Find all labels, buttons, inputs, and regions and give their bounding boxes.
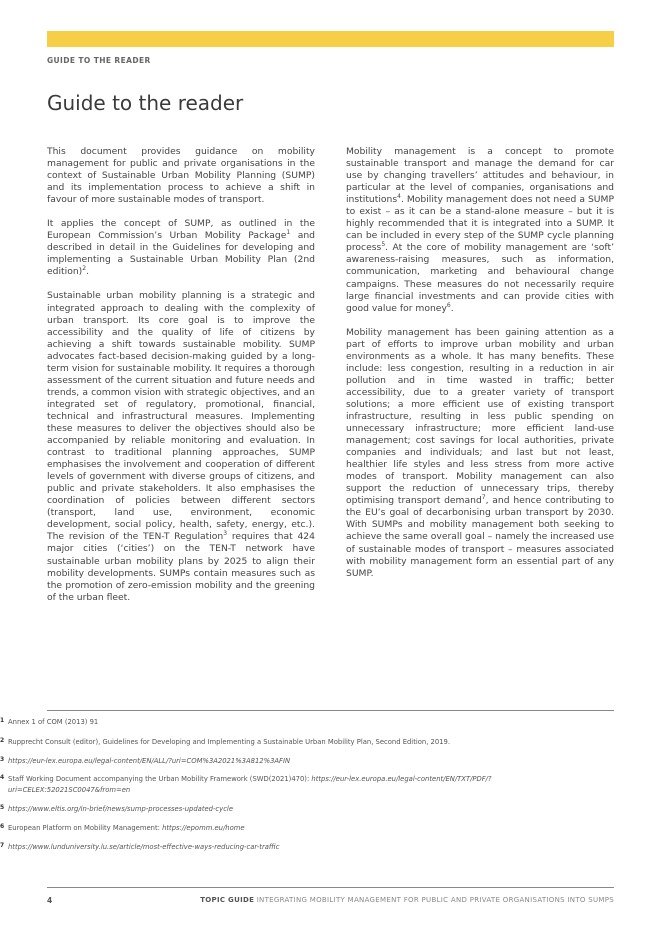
- footnote-ref[interactable]: 2: [82, 265, 87, 273]
- footnote-ref[interactable]: 5: [381, 241, 386, 249]
- paragraph: This document provides guidance on mobility management for public and private organisations in the context of Sustainable Urban Mobility Planning (SUMP) and its implementation process to achieve a shift in favour of more sustainable modes of transport.: [47, 146, 315, 206]
- footnote-link[interactable]: https://eur-lex.europa.eu/legal-content/EN/TXT/PDF/?uri=CELEX:52021SC0047&from=en: [8, 775, 492, 794]
- paragraph: Sustainable urban mobility planning is a strategic and integrated approach to dealing with the complexity of urban transport. Its core goal is to improve the accessibility and the quality of life of citizens by achieving a shift towards sustainable mobility. SUMP advocates fact-based decision-making guided by a long-term vision for sustainable mobility. It requires a thorough assessment of the current situation and future needs and trends, a common vision with strategic objectives, and an integrated set of regulatory, promotional, financial, technical and infrastructural measures. Implementing these measures to deliver the objectives should also be accompanied by reliable monitoring and evaluation. In contrast to traditional planning approaches, SUMP emphasises the involvement and cooperation of different levels of government with diverse groups of citizens, and public and private stakeholders. It also emphasises the coordination of policies between different sectors (transport, land use, environment, economic development, social policy, health, safety, energy, etc.). The revision of the TEN-T Regulation$^3$ requires that 424 major cities (‘cities’) on the TEN-T network have sustainable urban mobility plans by 2025 to align their mobility developments. SUMPs contain measures such as the promotion of zero-emission mobility and the greening of the urban fleet.: [47, 290, 315, 603]
- footnote-link[interactable]: https://www.lunduniversity.lu.se/article/most-effective-ways-reducing-car-traffic: [8, 843, 280, 851]
- footnote: 5 https://www.eltis.org/in-brief/news/sump-processes-updated-cycle: [0, 804, 567, 815]
- page-number: 4: [47, 896, 53, 905]
- section-label: GUIDE TO THE READER: [47, 56, 151, 65]
- footnote: 1 Annex 1 of COM (2013) 91: [0, 717, 99, 726]
- paragraph: Mobility management is a concept to promote sustainable transport and manage the demand for car use by changing travellers’ attitudes and behaviour, in particular at the level of companies, organisations and institutions$^4$. Mobility management does not need a SUMP to exist – as it can be a stand-alone measure – but it is highly recommended that it is integrated into a SUMP. It can be included in every step of the SUMP cycle planning process$^5$. At the core of mobility management are ‘soft’ awareness-raising measures, such as information, communication, marketing and behavioural change campaigns. These measures do not necessarily require large financial investments and can provide cities with good value for money$^6$.: [346, 146, 614, 314]
- paragraph: It applies the concept of SUMP, as outlined in the European Commission’s Urban Mobility Package$^1$ and described in detail in the Guidelines for developing and implementing a Sustainable Urban Mobility Plan (2nd edition)$^2$.: [47, 218, 315, 278]
- footnote: 7 https://www.lunduniversity.lu.se/article/most-effective-ways-reducing-car-traffic: [0, 842, 567, 853]
- footnote-ref[interactable]: 4: [397, 193, 401, 201]
- footnote: 4 Staff Working Document accompanying the Urban Mobility Framework (SWD(2021)470): https://eur-lex.europa.eu/legal-content/EN/TXT/PDF/?uri=CELEX:52021SC0047&from=en: [0, 774, 492, 794]
- footnote-ref[interactable]: 6: [446, 301, 451, 309]
- footnote-link[interactable]: https://www.eltis.org/in-brief/news/sump-processes-updated-cycle: [8, 805, 234, 813]
- page-title: Guide to the reader: [47, 91, 244, 115]
- footnote-link[interactable]: https://epomm.eu/home: [162, 824, 245, 832]
- right-column: [346, 146, 614, 592]
- footnotes-divider: [47, 710, 614, 711]
- top-accent-bar: [47, 31, 614, 47]
- footnote-ref[interactable]: 7: [481, 494, 486, 502]
- footnote: 6 European Platform on Mobility Management: https://epomm.eu/home: [0, 823, 245, 832]
- footnote: 2 Rupprecht Consult (editor), Guidelines for Developing and Implementing a Sustainable Urban Mobility Plan, Second Edition, 2019.: [0, 737, 450, 746]
- footer-title: TOPIC GUIDE INTEGRATING MOBILITY MANAGEMENT FOR PUBLIC AND PRIVATE ORGANISATIONS INTO SUMPS: [200, 896, 614, 904]
- footnote-link[interactable]: https://eur-lex.europa.eu/legal-content/EN/ALL/?uri=COM%3A2021%3A812%3AFIN: [8, 757, 291, 765]
- footer-divider: [47, 887, 614, 888]
- footnote: 3 https://eur-lex.europa.eu/legal-content/EN/ALL/?uri=COM%3A2021%3A812%3AFIN: [0, 756, 567, 767]
- left-column: [47, 146, 315, 616]
- footnote-ref[interactable]: 1: [286, 229, 291, 237]
- paragraph: Mobility management has been gaining attention as a part of efforts to improve urban mobility and urban environments as a whole. It has many benefits. These include: less congestion, resulting in a reduction in air pollution and in time wasted in traffic; better accessibility, due to a greater variety of transport solutions; a more efficient use of existing transport infrastructure, resulting in less public spending on unnecessary infrastructure; more efficient land-use management; cost savings for local authorities, private companies and individuals; and last but not least, healthier life styles and less stress from more active modes of transport. Mobility management can also support the reduction of unnecessary trips, thereby optimising transport demand$^7$, and hence contributing to the EU’s goal of decarbonising urban transport by 2030. With SUMPs and mobility management both seeking to achieve the same overall goal – namely the increased use of sustainable modes of transport – measures associated with mobility management form an essential part of any SUMP.: [346, 326, 614, 579]
- footnote-ref[interactable]: 3: [223, 530, 228, 538]
